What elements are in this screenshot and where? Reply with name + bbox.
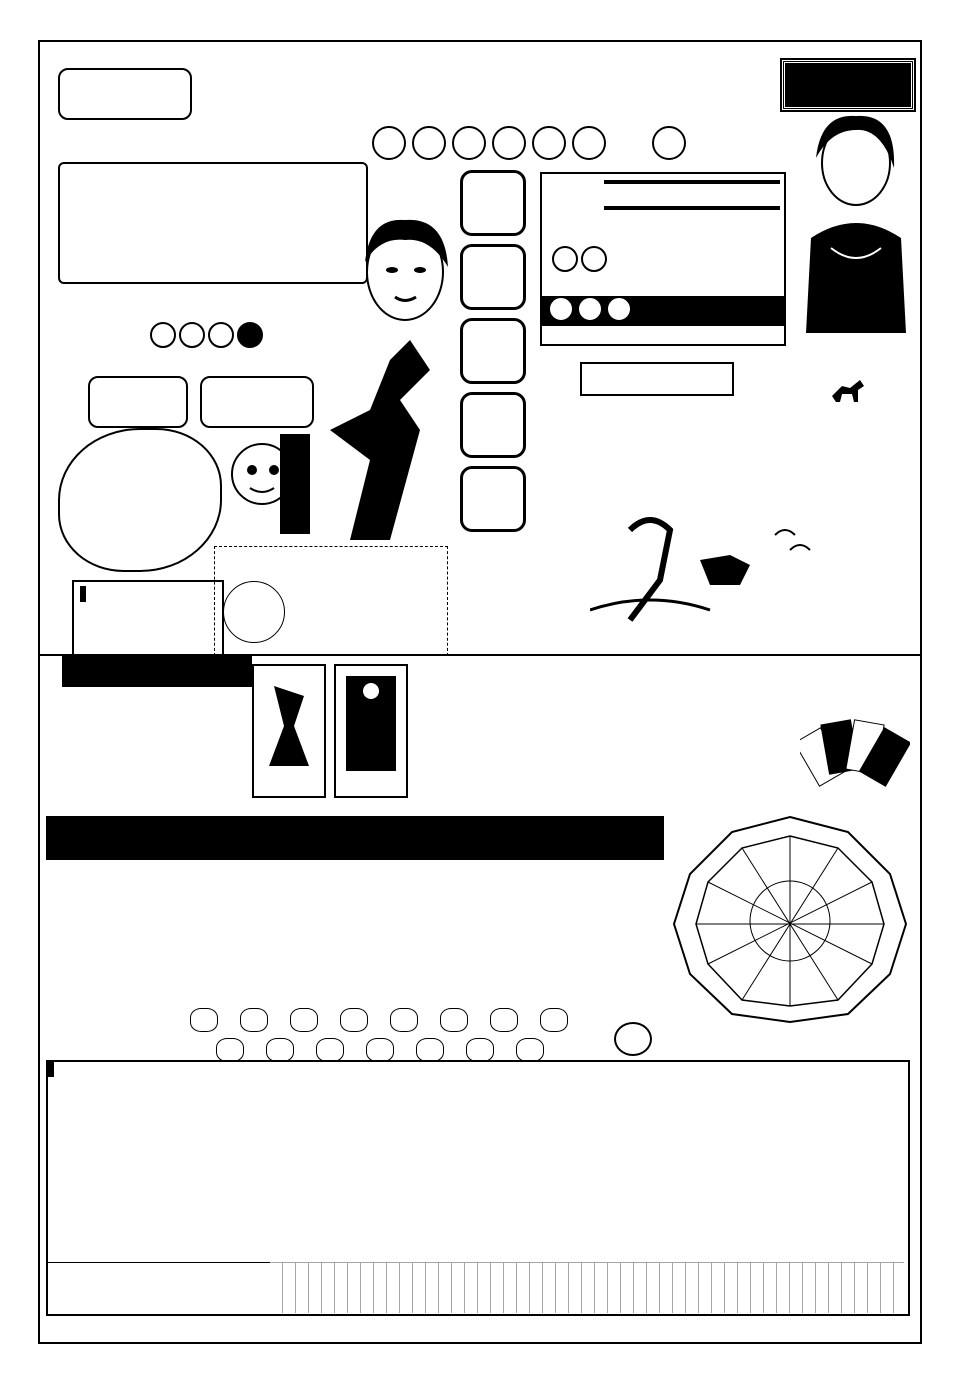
- big-title-char: [460, 244, 526, 310]
- zodiac-chip: [240, 1008, 268, 1032]
- result-ball: [492, 126, 526, 160]
- big-title-char: [460, 392, 526, 458]
- secret-special-row: [150, 322, 266, 352]
- zodiac-chip: [540, 1008, 568, 1032]
- big-title-column: [460, 170, 526, 540]
- special-ball: [179, 322, 205, 348]
- mascot-image: [222, 434, 312, 534]
- left-border-strip: [22, 70, 36, 1330]
- horse-icon: [830, 376, 866, 406]
- zodiac-chip: [466, 1038, 494, 1062]
- zodiac-chip: [190, 1008, 218, 1032]
- zodiac-chip: [440, 1008, 468, 1032]
- ad-tejing-ball: [606, 296, 632, 322]
- zodiac-chip: [266, 1038, 294, 1062]
- poem-box: [72, 580, 224, 656]
- ad-tejing-ball: [577, 296, 603, 322]
- zodiac-chip: [490, 1008, 518, 1032]
- big-title-char: [460, 170, 526, 236]
- history-table-wrap: [46, 1060, 910, 1316]
- trend-grid: [270, 1062, 904, 1262]
- big-title-char: [460, 466, 526, 532]
- result-ball: [452, 126, 486, 160]
- guess-box: [214, 546, 448, 656]
- intro-box: [58, 162, 368, 284]
- tarot-fan-image: [800, 712, 910, 802]
- tarot-card1: [252, 664, 326, 798]
- trend-chart: [270, 1062, 904, 1262]
- special-ball: [237, 322, 263, 348]
- guess-hand-number: [223, 581, 285, 643]
- ad-line2: [604, 206, 780, 210]
- dancer-image: [330, 340, 450, 540]
- big-title-char: [460, 318, 526, 384]
- result-ball: [412, 126, 446, 160]
- ad-wang-row: [552, 246, 610, 276]
- stats-grid: [270, 1262, 904, 1313]
- zodiac-wheel: [670, 814, 910, 1024]
- ad-tejing-ball: [548, 296, 574, 322]
- zodiac-chip: [516, 1038, 544, 1062]
- ad-wang-ball: [552, 246, 578, 272]
- landscape-image: [590, 510, 820, 630]
- result-ball: [372, 126, 406, 160]
- corner-badge: [782, 60, 914, 110]
- result-ball: [532, 126, 566, 160]
- tarot-card2: [334, 664, 408, 798]
- zodiac-chip: [366, 1038, 394, 1062]
- ad-tejing-row: [542, 296, 784, 326]
- zodiac-chip: [340, 1008, 368, 1032]
- history-footer: [48, 1262, 270, 1313]
- motto-box: [58, 68, 192, 120]
- top-border-text: [30, 24, 930, 34]
- tarot-title: [62, 655, 252, 687]
- poem-special-label: [80, 586, 86, 602]
- result-ball: [572, 126, 606, 160]
- fool-card-image: [254, 666, 324, 776]
- zodiac-chip: [390, 1008, 418, 1032]
- special-ball: [150, 322, 176, 348]
- right-border-strip: [924, 70, 938, 1330]
- history-header: [49, 1063, 54, 1077]
- special-ball: [652, 126, 686, 160]
- zodiac-chip: [216, 1038, 244, 1062]
- portrait-image: [350, 212, 460, 342]
- dashu-bubble: [58, 428, 222, 572]
- ad-wang-ball: [581, 246, 607, 272]
- tab-shuangshu: [200, 376, 314, 428]
- history-table: [48, 1062, 54, 1077]
- right-portrait-image: [786, 108, 914, 333]
- zodiac-chip: [290, 1008, 318, 1032]
- justice-card-image: [336, 666, 406, 776]
- special-ball: [208, 322, 234, 348]
- xuanmen-banner: [46, 816, 664, 860]
- past15-row1: [190, 1008, 590, 1036]
- tab-dashu: [88, 376, 188, 428]
- question-mark: [614, 1022, 652, 1056]
- zodiac-chip: [316, 1038, 344, 1062]
- right-ad-box: [540, 172, 786, 346]
- result-balls: [372, 126, 612, 164]
- ad-line1: [604, 180, 780, 184]
- zodiac-chip: [416, 1038, 444, 1062]
- phone-title: [580, 362, 734, 396]
